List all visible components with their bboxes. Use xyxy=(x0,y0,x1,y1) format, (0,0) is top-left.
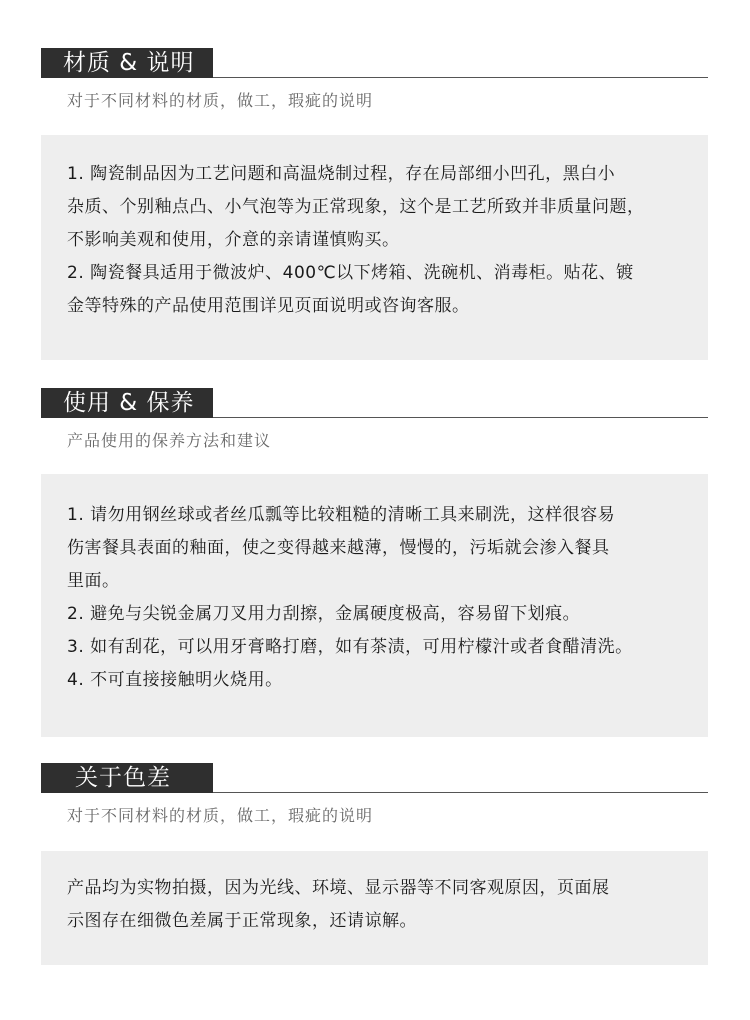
section-color-difference-content xyxy=(41,851,708,965)
content-line: 4. 不可直接接触明火烧用。 xyxy=(67,670,283,690)
section-header xyxy=(41,386,708,418)
section-header xyxy=(41,46,708,78)
content-line: 产品均为实物拍摄，因为光线、环境、显示器等不同客观原因，页面展 xyxy=(67,878,610,898)
section-title: 关于色差 xyxy=(41,763,213,793)
section-subtitle: 对于不同材料的材质，做工，瑕疵的说明 xyxy=(67,91,374,110)
section-care xyxy=(41,386,708,451)
section-care-content xyxy=(41,474,708,737)
section-title: 使用 & 保养 xyxy=(41,388,213,418)
section-subtitle: 对于不同材料的材质，做工，瑕疵的说明 xyxy=(67,806,374,825)
section-color-difference xyxy=(41,761,708,826)
section-header xyxy=(41,761,708,793)
content-line: 2. 陶瓷餐具适用于微波炉、400℃以下烤箱、洗碗机、消毒柜。贴花、镀 xyxy=(67,263,634,283)
content-line: 金等特殊的产品使用范围详见页面说明或咨询客服。 xyxy=(67,296,470,316)
content-line: 1. 陶瓷制品因为工艺问题和高温烧制过程，存在局部细小凹孔，黑白小 xyxy=(67,164,616,184)
content-line: 示图存在细微色差属于正常现象，还请谅解。 xyxy=(67,911,417,931)
content-line: 不影响美观和使用，介意的亲请谨慎购买。 xyxy=(67,230,400,250)
section-material-content xyxy=(41,135,708,360)
section-subtitle: 产品使用的保养方法和建议 xyxy=(67,431,272,450)
content-line: 里面。 xyxy=(67,571,120,591)
content-line: 杂质、个别釉点凸、小气泡等为正常现象，这个是工艺所致并非质量问题， xyxy=(67,197,645,217)
content-line: 伤害餐具表面的釉面，使之变得越来越薄，慢慢的，污垢就会渗入餐具 xyxy=(67,538,610,558)
section-title: 材质 & 说明 xyxy=(41,48,213,78)
content-line: 3. 如有刮花，可以用牙膏略打磨，如有茶渍，可用柠檬汁或者食醋清洗。 xyxy=(67,637,633,657)
content-line: 1. 请勿用钢丝球或者丝瓜瓢等比较粗糙的清晰工具来刷洗，这样很容易 xyxy=(67,505,616,525)
content-line: 2. 避免与尖锐金属刀叉用力刮擦，金属硬度极高，容易留下划痕。 xyxy=(67,604,581,624)
section-material xyxy=(41,46,708,111)
